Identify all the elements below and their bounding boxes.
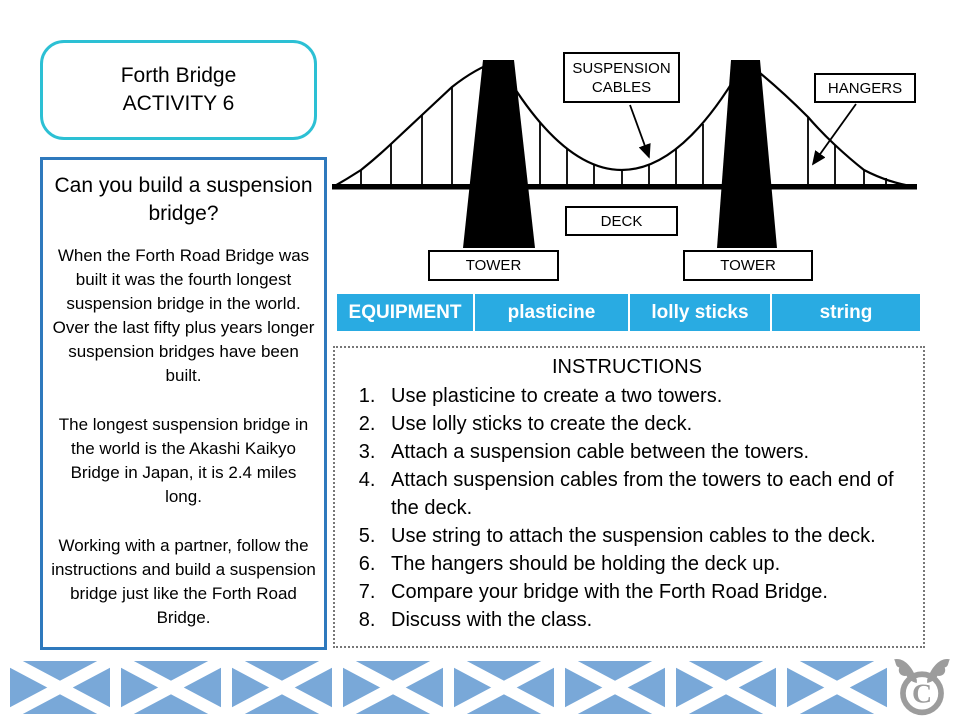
equipment-item-cell: lolly sticks <box>630 294 770 331</box>
bridge-diagram <box>330 40 922 288</box>
flags-row <box>10 661 887 714</box>
intro-paragraph: When the Forth Road Bridge was built it was the fourth longest suspension bridge in the world. Over the last fifty plus years longer suspension bridges have been built. <box>52 246 315 385</box>
activity-title-line2: ACTIVITY 6 <box>122 92 235 115</box>
equipment-bar <box>337 294 920 331</box>
instruction-step: 6. The hangers should be holding the deck up. <box>381 550 913 578</box>
instructions-panel <box>333 346 925 648</box>
tower-right-shape <box>717 60 777 248</box>
tower-left-shape <box>463 60 535 248</box>
equipment-header-cell: EQUIPMENT <box>337 294 473 331</box>
activity-title-box <box>40 40 317 140</box>
hangers-right <box>808 117 886 187</box>
instruction-step: 3. Attach a suspension cable between the towers. <box>381 438 913 466</box>
label-hangers: HANGERS <box>814 73 916 103</box>
scotland-flag <box>565 661 665 714</box>
instructions-title: INSTRUCTIONS <box>552 356 702 378</box>
instruction-step: 2. Use lolly sticks to create the deck. <box>381 410 913 438</box>
scotland-flag <box>121 661 221 714</box>
intro-paragraph: The longest suspension bridge in the world is the Akashi Kaikyo Bridge in Japan, it is 2.4 miles long. <box>58 415 309 506</box>
copyright-moose-logo-icon <box>888 649 956 717</box>
label-deck: DECK <box>565 206 678 236</box>
instruction-step: 7. Compare your bridge with the Forth Road Bridge. <box>381 578 913 606</box>
label-tower-left: TOWER <box>428 250 559 281</box>
scotland-flag <box>454 661 554 714</box>
scotland-flag <box>787 661 887 714</box>
hangers-left <box>361 87 452 187</box>
intro-heading: Can you build a suspension bridge? <box>54 174 313 225</box>
deck-shape <box>332 184 917 190</box>
label-tower-right: TOWER <box>683 250 813 281</box>
hangers-mid <box>540 123 703 187</box>
copyright-letter: C <box>911 678 933 710</box>
intro-panel <box>40 157 327 650</box>
scotland-flag <box>232 661 332 714</box>
scotland-flag <box>343 661 443 714</box>
instruction-step: 4. Attach suspension cables from the towers to each end of the deck. <box>381 466 913 522</box>
instruction-step: 5. Use string to attach the suspension cables to the deck. <box>381 522 913 550</box>
scotland-flag <box>10 661 110 714</box>
intro-paragraph: Working with a partner, follow the instructions and build a suspension bridge just like the Forth Road Bridge. <box>51 536 316 627</box>
equipment-item-cell: plasticine <box>475 294 628 331</box>
instruction-step: 8. Discuss with the class. <box>381 606 913 634</box>
activity-title-line1: Forth Bridge <box>120 64 237 87</box>
instruction-step: 1. Use plasticine to create a two towers. <box>381 382 913 410</box>
instructions-list <box>341 382 913 634</box>
cables-callout-arrow <box>630 105 649 157</box>
equipment-item-cell: string <box>772 294 920 331</box>
scotland-flag <box>676 661 776 714</box>
label-suspension-cables: SUSPENSION CABLES <box>563 52 680 103</box>
